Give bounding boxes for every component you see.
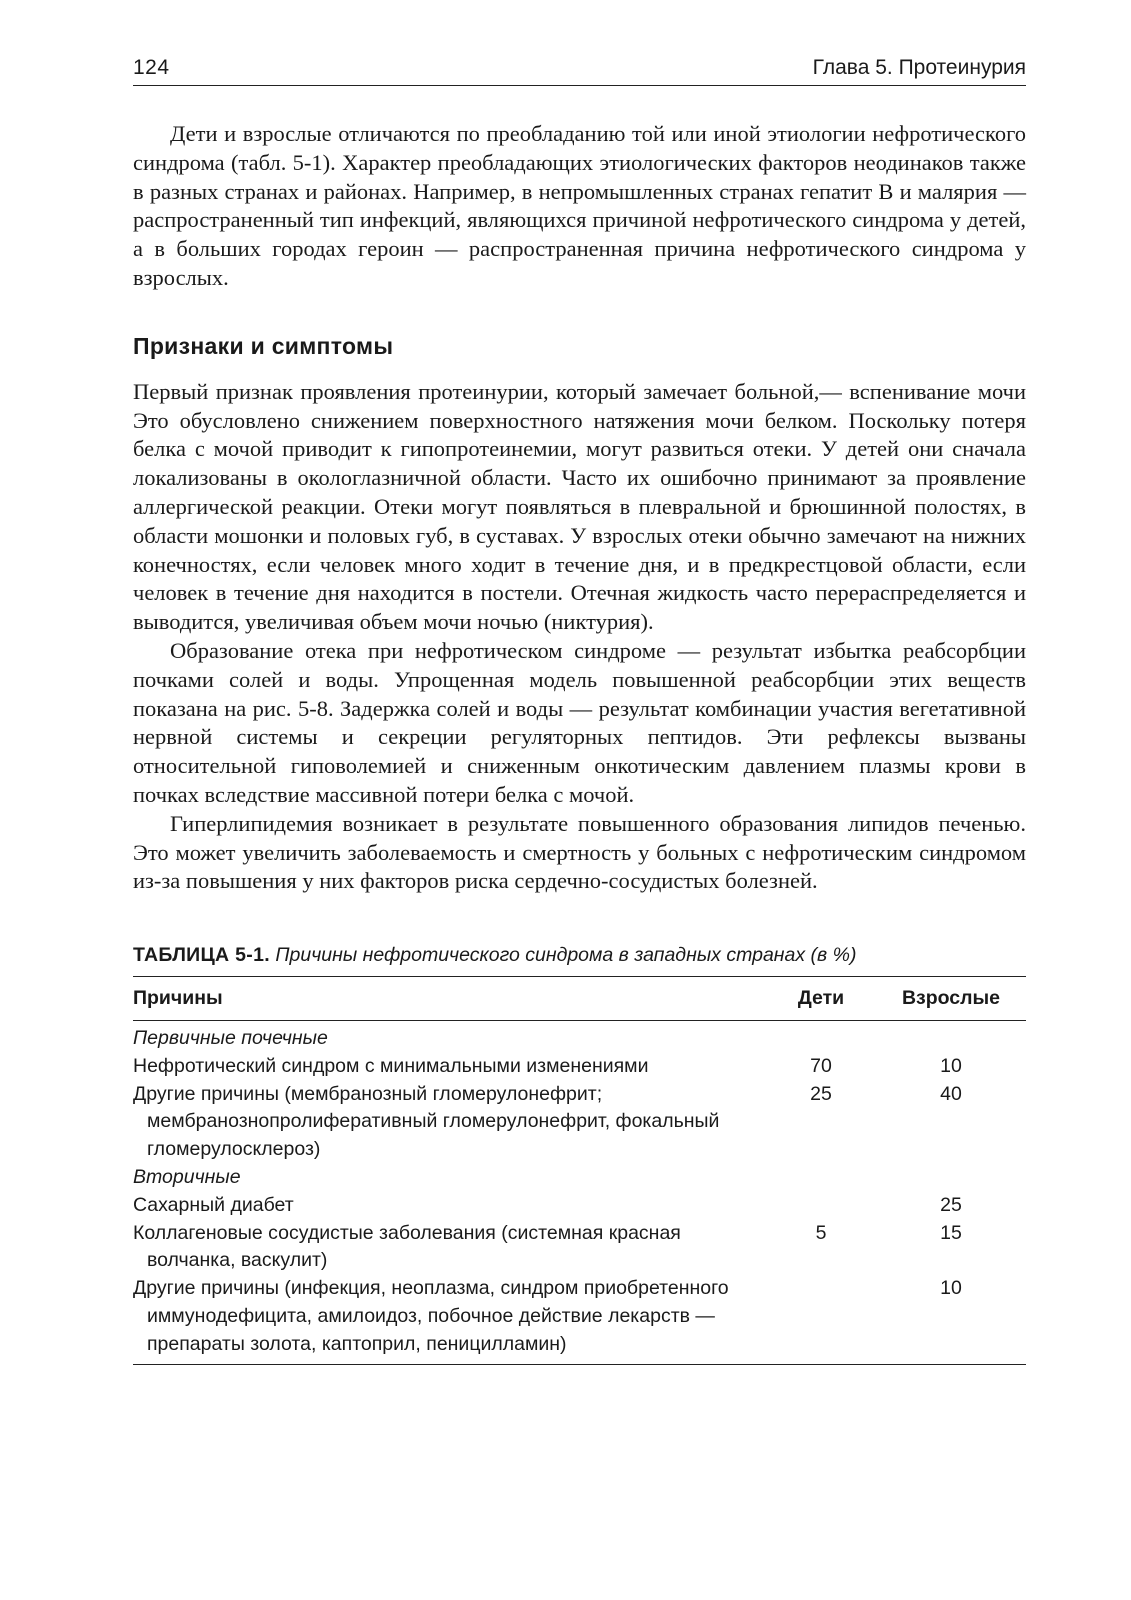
book-page <box>133 56 1026 1365</box>
adults-cell: 10 <box>940 1054 962 1077</box>
children-cell: 5 <box>815 1221 827 1244</box>
table-row <box>133 1053 1026 1081</box>
table-group-row <box>133 1164 1026 1192</box>
adults-cell: 40 <box>940 1082 962 1105</box>
group-title-primary: Первичные почечные <box>133 1026 328 1049</box>
group-title-secondary: Вторичные <box>133 1165 241 1188</box>
cause-cell: Коллагеновые сосудистые заболевания (системная красная волчанка, васкулит) <box>133 1221 681 1272</box>
section-paragraph-1: Первый признак проявления протеинурии, который замечает больной,— вспенивание мочи Это обусловлено снижением поверхностного натяжения мочи белком. Поскольку потеря белка с мочой приводит к гипопротеинемии, могут развиться отеки. У детей они сначала локализованы в окологлазничной области. Часто их ошибочно принимают за проявление аллергической реакции. Отеки могут появляться в плевральной и брюшинной полостях, в области мошонки и половых губ, в суставах. У взрослых отеки обычно замечают на нижних конечностях, если человек много ходит в течение дня, и в предкрестцовой области, если человек в течение дня находится в постели. Отечная жидкость часто перераспределяется и выводится, увеличивая объем мочи ночью (никтурия). <box>133 378 1026 635</box>
adults-cell: 10 <box>940 1277 962 1300</box>
intro-paragraph: Дети и взрослые отличаются по преобладанию той или иной этиологии нефротического синдрома (табл. 5-1). Характер преобладающих этиологических факторов неодинаков также в разных странах и районах. Например, в непромышленных странах гепатит В и малярия — распространенный тип инфекций, являющихся причиной нефротического синдрома у детей, а в больших городах героин — распространенная причина нефротического синдрома у взрослых. <box>133 121 1026 290</box>
table-row <box>133 1192 1026 1220</box>
header-adults: Взрослые <box>876 977 1026 1020</box>
section-heading: Признаки и симптомы <box>133 332 394 359</box>
section-paragraph-2: Образование отека при нефротическом синдроме — результат избытка реабсорбции почками солей и воды. Упрощенная модель повышенной реабсорбции этих веществ показана на рис. 5-8. Задержка солей и воды — результат комбинации участия вегетативной нервной системы и секреции регуляторных пептидов. Эти рефлексы вызваны относительной гиповолемией и сниженным онкотическим давлением плазмы крови в почках вследствие массивной потери белка с мочой. <box>133 637 1026 807</box>
header-children: Дети <box>766 977 876 1020</box>
section-paragraph-3: Гиперлипидемия возникает в результате повышенного образования липидов печенью. Это может увеличить заболеваемость и смертность у больных с нефротическим синдромом из-за повышения у них факторов риска сердечно-сосудистых болезней. <box>133 810 1026 894</box>
adults-cell: 15 <box>940 1221 962 1244</box>
table-row <box>133 1275 1026 1365</box>
table-label: ТАБЛИЦА 5-1. <box>133 944 270 967</box>
table-caption <box>133 944 1026 977</box>
chapter-title: Глава 5. Протеинурия <box>812 56 1026 79</box>
page-number: 124 <box>133 56 170 79</box>
children-cell <box>766 1192 876 1220</box>
running-header <box>133 56 1026 86</box>
table-row <box>133 1220 1026 1276</box>
cause-cell: Другие причины (инфекция, неоплазма, синдром приобретенного иммунодефицита, амилоидоз, побочное действие лекарств — препараты золота, каптоприл, пеницилламин) <box>133 1277 729 1355</box>
table-group-row <box>133 1020 1026 1052</box>
cause-cell: Нефротический синдром с минимальными изменениями <box>133 1054 649 1077</box>
table-header-row <box>133 977 1026 1020</box>
header-causes: Причины <box>133 977 766 1020</box>
children-cell <box>766 1275 876 1365</box>
children-cell: 70 <box>810 1054 832 1077</box>
children-cell: 25 <box>810 1082 832 1105</box>
table-row <box>133 1081 1026 1164</box>
causes-table <box>133 977 1026 1365</box>
cause-cell: Сахарный диабет <box>133 1193 294 1216</box>
adults-cell: 25 <box>940 1193 962 1216</box>
table-title: Причины нефротического синдрома в западных странах (в %) <box>275 944 857 967</box>
cause-cell: Другие причины (мембранозный гломерулонефрит; мембранознопролиферативный гломерулонефрит, фокальный гломерулосклероз) <box>133 1082 720 1161</box>
